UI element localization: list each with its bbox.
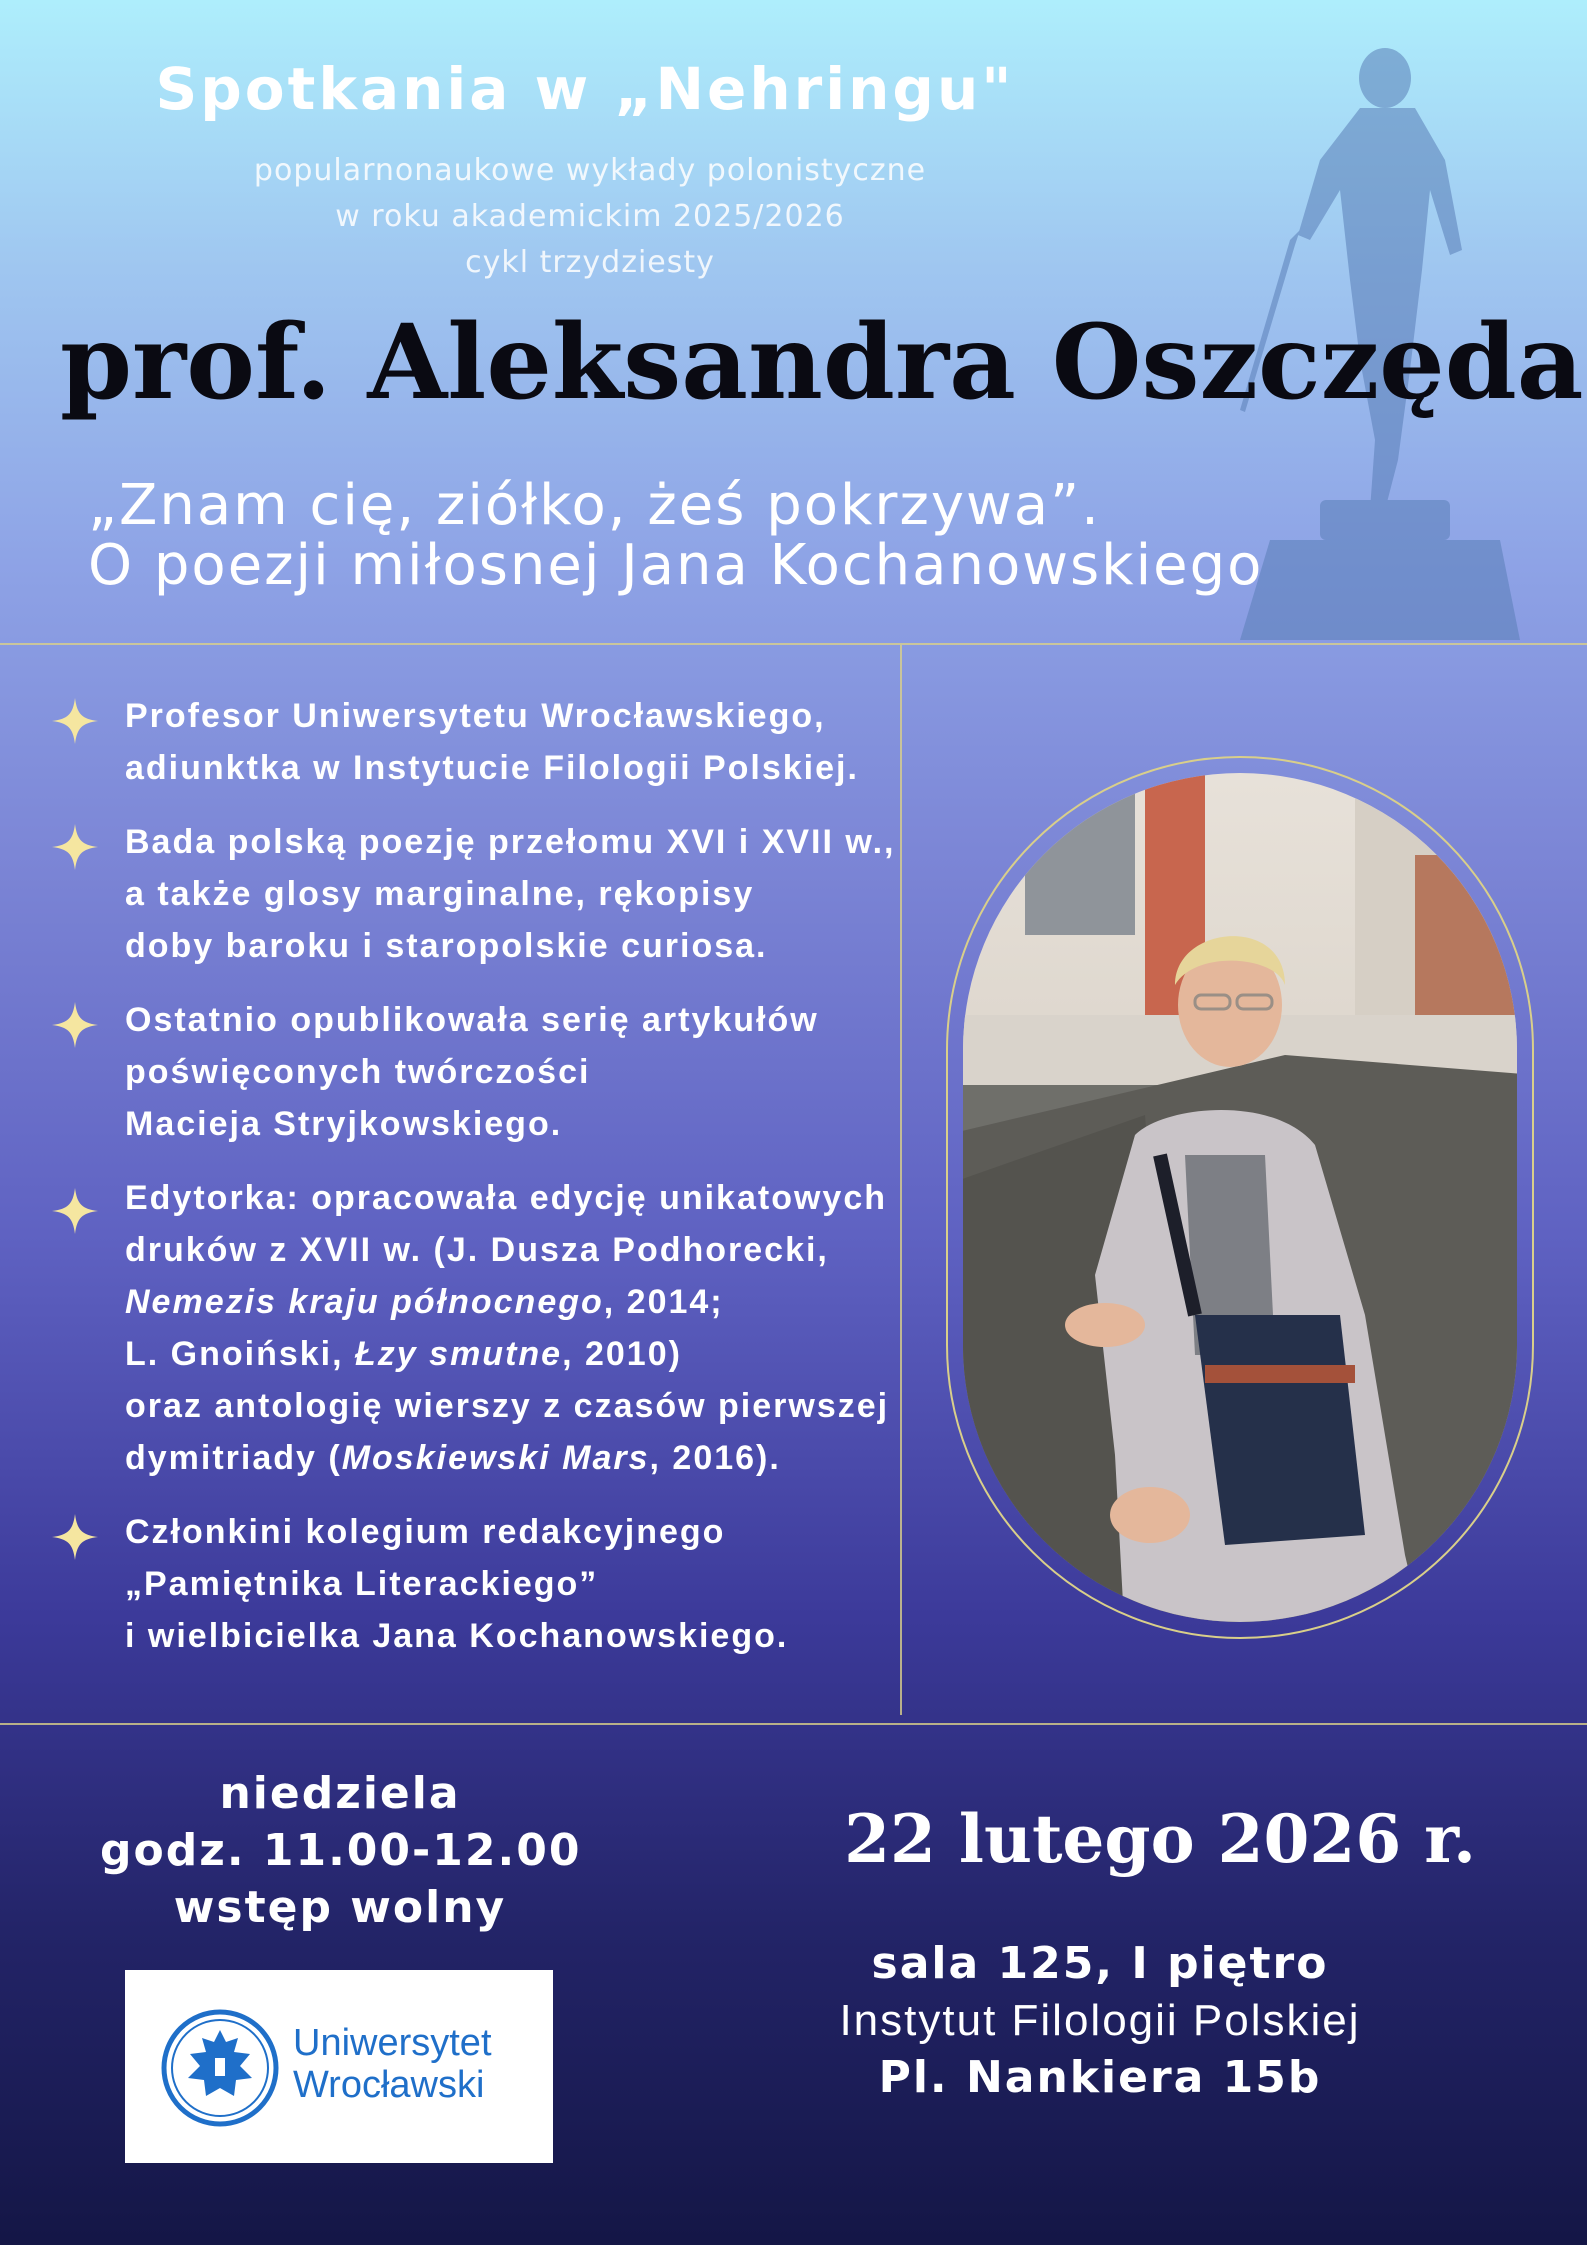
- bio-list: [50, 690, 896, 1684]
- sparkle-star-icon: [50, 1512, 100, 1562]
- bio-line: [125, 1328, 890, 1380]
- event-entry: wstęp wolny: [173, 1882, 507, 1933]
- bio-line: a także glosy marginalne, rękopisy: [125, 875, 755, 913]
- lecture-title-line-2: O poezji miłosnej Jana Kochanowskiego: [88, 533, 1264, 598]
- logo-wordmark: [293, 2022, 492, 2106]
- divider-bottom: [0, 1723, 1587, 1725]
- speaker-name: prof. Aleksandra Oszczęda: [60, 302, 1584, 423]
- university-logo: [125, 1970, 553, 2163]
- venue-block: [700, 1935, 1500, 2106]
- lecture-title-line-1: „Znam cię, ziółko, żeś pokrzywa”.: [88, 473, 1101, 538]
- book-title: Łzy smutne: [355, 1335, 563, 1373]
- bio-text: L. Gnoiński,: [125, 1335, 356, 1373]
- venue-institute: Instytut Filologii Polskiej: [839, 1996, 1361, 2045]
- bio-line: Profesor Uniwersytetu Wrocławskiego,: [125, 697, 826, 735]
- sparkle-star-icon: [50, 822, 100, 872]
- book-title: Moskiewski Mars: [341, 1439, 650, 1477]
- bio-line: adiunktka w Instytucie Filologii Polskiej.: [125, 749, 859, 787]
- bio-line: poświęconych twórczości: [125, 1053, 591, 1091]
- bio-line: druków z XVII w. (J. Dusza Podhorecki,: [125, 1231, 829, 1269]
- bio-line: Edytorka: opracowała edycję unikatowych: [125, 1179, 888, 1217]
- sparkle-star-icon: [50, 1000, 100, 1050]
- venue-room: sala 125, I piętro: [871, 1938, 1329, 1989]
- speaker-portrait: [945, 755, 1535, 1640]
- bio-line: Macieja Stryjkowskiego.: [125, 1105, 563, 1143]
- bio-line: [125, 1432, 890, 1484]
- venue-address: Pl. Nankiera 15b: [878, 2052, 1322, 2103]
- bio-line: Ostatnio opublikowała serię artykułów: [125, 1001, 819, 1039]
- bio-item: [50, 994, 890, 1150]
- bio-item: [50, 1172, 890, 1484]
- book-title: Nemezis kraju północnego: [125, 1283, 604, 1321]
- bio-item: [50, 690, 890, 794]
- bio-line: „Pamiętnika Literackiego”: [125, 1565, 599, 1603]
- divider-top: [0, 643, 1587, 645]
- bio-item: [50, 816, 896, 972]
- event-time-block: [100, 1765, 580, 1936]
- sparkle-star-icon: [50, 1186, 100, 1236]
- eagle-crest-icon: [160, 2008, 280, 2128]
- sparkle-star-icon: [50, 696, 100, 746]
- bio-line: [125, 1276, 890, 1328]
- event-date: 22 lutego 2026 r.: [844, 1800, 1476, 1878]
- event-day: niedziela: [219, 1768, 461, 1819]
- subtitle-line-3: cykl trzydziesty: [465, 245, 715, 280]
- bio-line: doby baroku i staropolskie curiosa.: [125, 927, 768, 965]
- bio-line: i wielbicielka Jana Kochanowskiego.: [125, 1617, 789, 1655]
- bio-line: Bada polską poezję przełomu XVI i XVII w.,: [125, 823, 896, 861]
- series-title: Spotkania w „Nehringu": [155, 55, 1015, 123]
- bio-text: , 2016).: [649, 1439, 781, 1477]
- bio-line: Członkini kolegium redakcyjnego: [125, 1513, 726, 1551]
- bio-text: , 2010): [562, 1335, 682, 1373]
- logo-line-2: Wrocławski: [293, 2064, 485, 2106]
- subtitle-line-1: popularnonaukowe wykłady polonistyczne: [253, 153, 927, 188]
- bio-item: [50, 1506, 890, 1662]
- bio-line: oraz antologię wierszy z czasów pierwszej: [125, 1387, 890, 1425]
- subtitle-line-2: w roku akademickim 2025/2026: [335, 199, 845, 234]
- logo-line-1: Uniwersytet: [293, 2022, 492, 2064]
- bio-text: dymitriady (: [125, 1439, 342, 1477]
- event-hours: godz. 11.00-12.00: [100, 1825, 582, 1876]
- bio-text: , 2014;: [603, 1283, 724, 1321]
- divider-vertical: [900, 645, 902, 1715]
